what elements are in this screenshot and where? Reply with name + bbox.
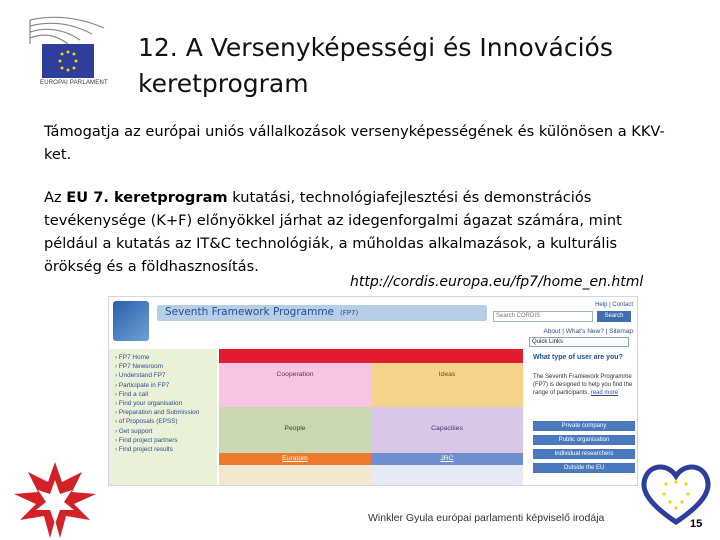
tile-capacities-label: Capacities bbox=[431, 425, 463, 432]
tile-euratom[interactable]: Euratom bbox=[219, 453, 371, 465]
user-type-question: What type of user are you? bbox=[533, 354, 623, 361]
fp7-title-text: Seventh Framework Programme bbox=[165, 306, 335, 318]
fp7-paragraph bbox=[44, 186, 644, 278]
fp7-quick-links-select[interactable]: Quick Links bbox=[529, 337, 629, 347]
fp7-sidebar-item[interactable]: › Find your organisation bbox=[115, 399, 213, 408]
grid-red-strip bbox=[219, 349, 523, 363]
fp7-sidebar-item[interactable]: › Understand FP7 bbox=[115, 371, 213, 380]
footer-office-text: Winkler Gyula európai parlamenti képviselő irodája bbox=[368, 512, 605, 524]
fp7-sidebar-item[interactable]: › FP7 Home bbox=[115, 353, 213, 362]
fp7-sidebar-item[interactable]: › Find a call bbox=[115, 390, 213, 399]
tile-cooperation-label: Cooperation bbox=[276, 371, 314, 378]
fp7-website-screenshot bbox=[108, 296, 638, 486]
tile-people[interactable] bbox=[219, 407, 371, 453]
tile-ideas-label: Ideas bbox=[438, 371, 456, 378]
fp7-sidebar-item[interactable]: › FP7 Newsroom bbox=[115, 362, 213, 371]
tile-capacities[interactable] bbox=[371, 407, 523, 453]
user-type-description bbox=[533, 373, 635, 397]
fp7-sidebar-item[interactable]: › of Proposals (EPSS) bbox=[115, 417, 213, 426]
eu-flag-icon bbox=[42, 44, 94, 78]
fp7-search-input[interactable]: Search CORDIS bbox=[493, 311, 593, 322]
fp7-paragraph-bold: EU 7. keretprogram bbox=[66, 189, 228, 206]
fp7-paragraph-prefix: Az bbox=[44, 189, 67, 206]
user-type-button[interactable]: Public organisation bbox=[533, 435, 635, 445]
user-type-button[interactable]: Outside the EU bbox=[533, 463, 635, 473]
page-number: 15 bbox=[690, 518, 703, 530]
tile-jrc[interactable]: JRC bbox=[371, 453, 523, 465]
source-url-link[interactable]: http://cordis.europa.eu/fp7/home_en.html bbox=[350, 274, 644, 290]
grid-footer-panel bbox=[371, 465, 523, 486]
fp7-header bbox=[109, 297, 638, 347]
fp7-title bbox=[165, 306, 358, 318]
fp7-programme-grid bbox=[219, 349, 523, 486]
fp7-sidebar-item[interactable]: › Preparation and Submission bbox=[115, 408, 213, 417]
grid-footer-panel bbox=[219, 465, 371, 486]
european-parliament-logo bbox=[22, 14, 112, 86]
fp7-top-links[interactable]: Help | Contact bbox=[595, 302, 633, 308]
fp7-sidebar-item[interactable]: › Find project partners bbox=[115, 436, 213, 445]
user-type-button[interactable]: Individual researchers bbox=[533, 449, 635, 459]
title-line-1: 12. A Versenyképességi és Innovációs bbox=[138, 33, 613, 62]
user-type-button[interactable]: Private company bbox=[533, 421, 635, 431]
fp7-nav-links[interactable]: About | What's New? | Sitemap bbox=[543, 328, 633, 335]
eu-heart-icon bbox=[636, 458, 716, 528]
fp7-sidebar-item[interactable]: › Participate in FP7 bbox=[115, 381, 213, 390]
fp7-paragraph-rest: kutatási, technológiafejlesztési és demonstrációs tevékenysége (K+F) előnyökkel járhat az idegenforgalmi ágazat számára, mint például a kutatás az IT&C technológiák, a műholdas alkalmazások, a kulturális örökség és a földhasznosítás. bbox=[44, 189, 622, 275]
fp7-sidebar-item[interactable]: › Find project results bbox=[115, 445, 213, 454]
logo-caption: EUROPAI PARLAMENT bbox=[40, 80, 108, 86]
intro-paragraph: Támogatja az európai uniós vállalkozások versenyképességének és különösen a KKV-ket. bbox=[44, 123, 665, 163]
fp7-sidebar-item[interactable]: › Get support bbox=[115, 427, 213, 436]
fp7-title-tag: (FP7) bbox=[340, 309, 359, 317]
read-more-link[interactable]: read more bbox=[590, 390, 619, 396]
slide-title bbox=[138, 30, 698, 102]
fp7-search-button[interactable]: Search bbox=[597, 311, 631, 322]
fp7-user-type-panel bbox=[527, 349, 638, 486]
red-ornament-icon bbox=[10, 460, 100, 540]
fp7-sidebar bbox=[109, 349, 217, 486]
fp7-logo-icon bbox=[113, 301, 149, 341]
title-line-2: keretprogram bbox=[138, 69, 309, 98]
user-type-description-text: The Seventh Framework Programme (FP7) is designed to help you find the range of participants. bbox=[533, 374, 633, 396]
tile-people-label: People bbox=[284, 425, 306, 432]
